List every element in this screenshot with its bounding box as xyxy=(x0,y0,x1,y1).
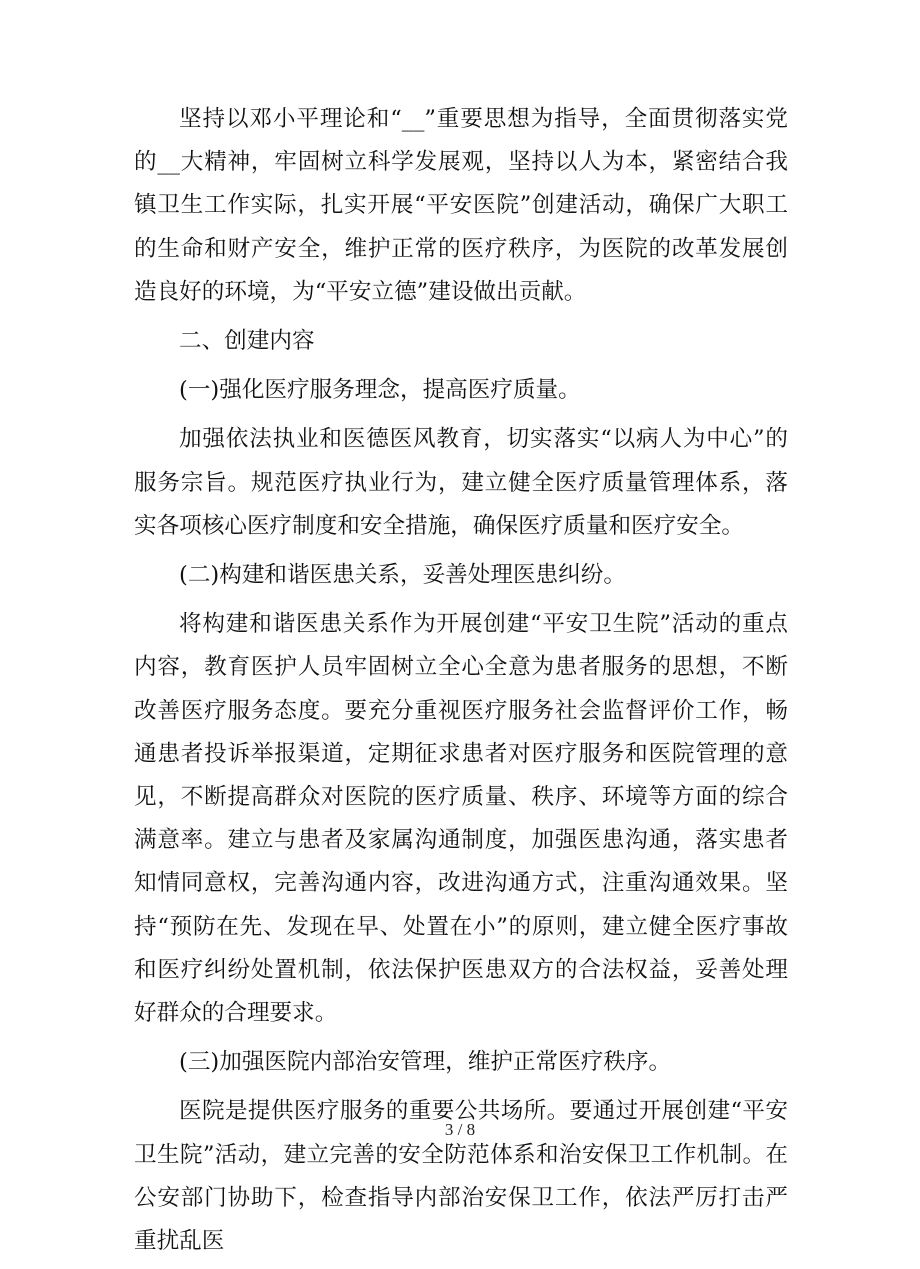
section-heading-content: 二、创建内容 xyxy=(179,328,315,355)
subheading-3: (三)加强医院内部治安管理，维护正常医疗秩序。 xyxy=(179,1049,672,1076)
paragraph-1: 加强依法执业和医德医风教育，切实落实“以病人为中心”的服务宗旨。规范医疗执业行为，建立健全医疗质量管理体系，落实各项核心医疗制度和安全措施，确保医疗质量和医疗安全。 xyxy=(134,426,788,539)
page-number: 3 / 8 xyxy=(444,1120,476,1139)
subheading-1: (一)强化医疗服务理念，提高医疗质量。 xyxy=(179,377,581,404)
document-body xyxy=(134,98,788,1269)
paragraph-3: 医院是提供医疗服务的重要公共场所。要通过开展创建“平安卫生院”活动，建立完善的安全防范体系和治安保卫工作机制。在公安部门协助下，检查指导内部治安保卫工作，依法严厉打击严重扰乱医 xyxy=(134,1098,788,1255)
subheading-2: (二)构建和谐医患关系，妥善处理医患纠纷。 xyxy=(179,562,626,589)
paragraph-guiding-principle: 坚持以邓小平理论和“__”重要思想为指导，全面贯彻落实党的__大精神，牢固树立科学发展观，坚持以人为本，紧密结合我镇卫生工作实际，扎实开展“平安医院”创建活动，确保广大职工的生命和财产安全，维护正常的医疗秩序，为医院的改革发展创造良好的环境，为“平安立德”建设做出贡献。 xyxy=(134,106,788,305)
paragraph-2: 将构建和谐医患关系作为开展创建“平安卫生院”活动的重点内容，教育医护人员牢固树立全心全意为患者服务的思想，不断改善医疗服务态度。要充分重视医疗服务社会监督评价工作，畅通患者投诉举报渠道，定期征求患者对医疗服务和医院管理的意见，不断提高群众对医院的医疗质量、秩序、环境等方面的综合满意率。建立与患者及家属沟通制度，加强医患沟通，落实患者知情同意权，完善沟通内容，改进沟通方式，注重沟通效果。坚持“预防在先、发现在早、处置在小”的原则，建立健全医疗事故和医疗纠纷处置机制，依法保护医患双方的合法权益，妥善处理好群众的合理要求。 xyxy=(134,611,788,1027)
